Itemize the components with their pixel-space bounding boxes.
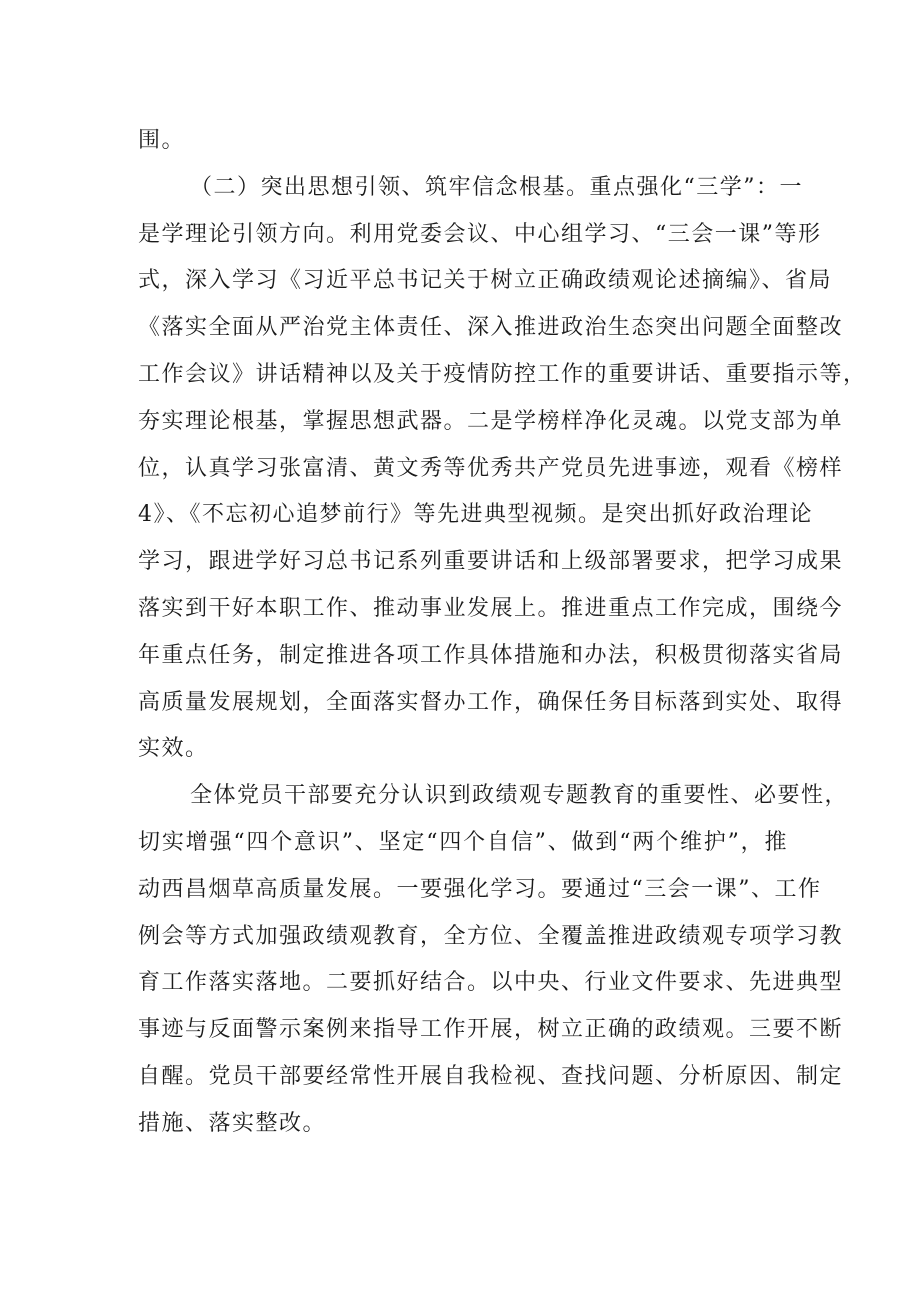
- text-line: 切实增强“四个意识”、坚定“四个自信”、做到“两个维护”，推: [138, 829, 788, 855]
- text-line: 4》、《不忘初心追梦前行》等先进典型视频。是突出抓好政治理论: [138, 502, 813, 528]
- text-line: 位，认真学习张富清、黄文秀等优秀共产党员先进事迹，观看《榜样: [138, 455, 844, 481]
- text-line: 事迹与反面警示案例来指导工作开展，树立正确的政绩观。三要不断: [138, 1017, 844, 1043]
- text-line: 高质量发展规划，全面落实督办工作，确保任务目标落到实处、取得: [138, 689, 844, 715]
- text-line: 落实到干好本职工作、推动事业发展上。推进重点工作完成，围绕今: [138, 595, 844, 621]
- body-text: [138, 118, 867, 1148]
- text-line: 工作会议》讲话精神以及关于疫情防控工作的重要讲话、重要指示等，: [138, 361, 867, 387]
- text-line: 动西昌烟草高质量发展。一要强化学习。要通过“三会一课”、工作: [138, 876, 822, 902]
- text-line: 全体党员干部要充分认识到政绩观专题教育的重要性、必要性，: [190, 783, 849, 809]
- text-line: （二）突出思想引领、筑牢信念根基。重点强化“三学”：一: [190, 174, 803, 200]
- text-line: 措施、落实整改。: [138, 1110, 327, 1136]
- text-line: 育工作落实落地。二要抓好结合。以中央、行业文件要求、先进典型: [138, 970, 844, 996]
- text-line: 是学理论引领方向。利用党委会议、中心组学习、“三会一课”等形: [138, 221, 822, 247]
- text-line: 围。: [138, 128, 186, 153]
- text-line: 例会等方式加强政绩观教育，全方位、全覆盖推进政绩观专项学习教: [138, 923, 844, 949]
- text-line: 年重点任务，制定推进各项工作具体措施和办法，积极贯彻落实省局: [138, 642, 844, 668]
- text-line: 夯实理论根基，掌握思想武器。二是学榜样净化灵魂。以党支部为单: [138, 408, 844, 434]
- text-line: 自醒。党员干部要经常性开展自我检视、查找问题、分析原因、制定: [138, 1063, 844, 1089]
- text-line: 学习，跟进学好习总书记系列重要讲话和上级部署要求，把学习成果: [138, 549, 844, 575]
- text-line: 《落实全面从严治党主体责任、深入推进政治生态突出问题全面整改: [138, 315, 844, 341]
- text-line: 式，深入学习《习近平总书记关于树立正确政绩观论述摘编》、省局: [138, 268, 833, 294]
- text-line: 实效。: [138, 736, 209, 762]
